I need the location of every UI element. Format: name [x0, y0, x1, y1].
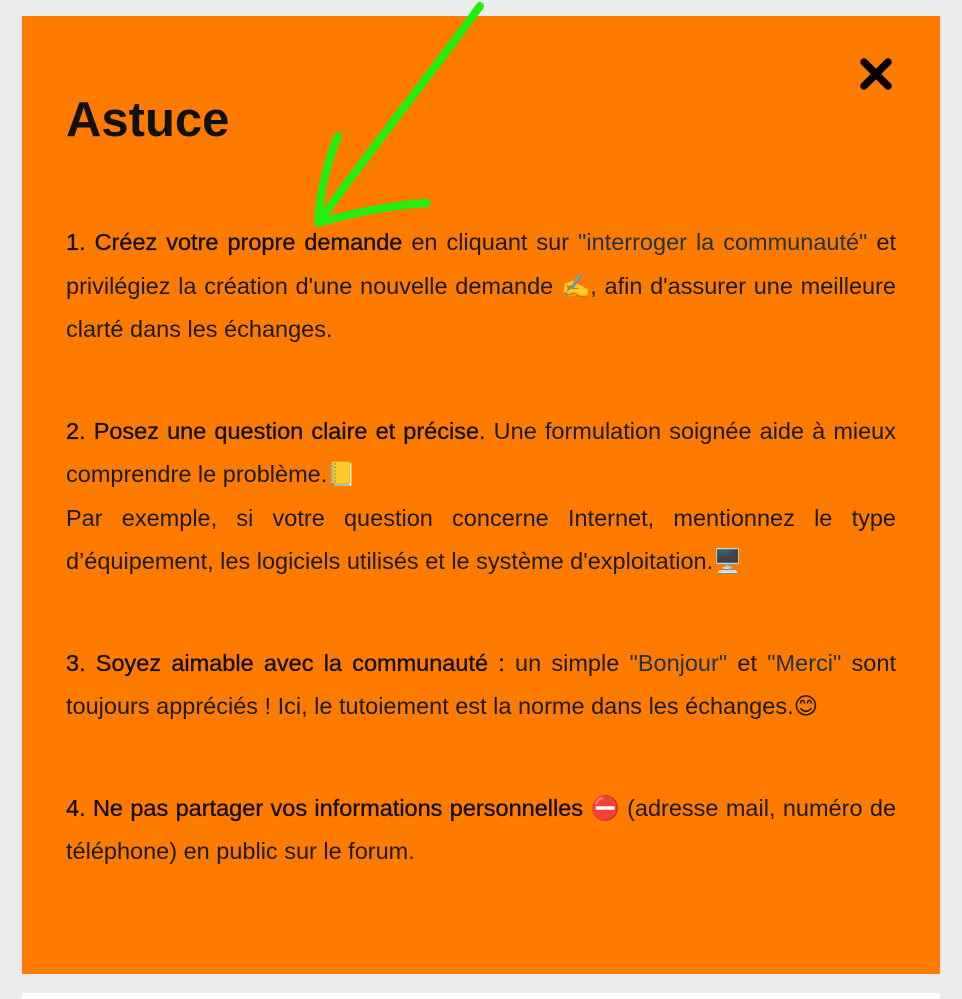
tip-modal — [22, 16, 940, 974]
close-icon[interactable] — [852, 50, 900, 98]
desktop-computer-icon: 🖥️ — [713, 547, 743, 575]
tip-4-text: (adresse mail, numéro de téléphone) en public sur le forum. — [66, 794, 897, 864]
writing-hand-icon: ✍️ — [560, 271, 591, 300]
tip-1-text: , afin d'assurer une meilleure clarté dans les échanges. — [66, 272, 896, 342]
ask-community-link[interactable]: "interroger la communauté" — [578, 229, 868, 255]
notebook-icon: 📒 — [327, 460, 357, 488]
modal-title: Astuce — [66, 93, 230, 147]
tip-2-text: Une formulation soignée aide à mieux comprendre le problème. — [66, 417, 896, 487]
tip-1-text: et privilégiez la création d'une nouvelle demande — [66, 229, 896, 299]
no-entry-icon: ⛔ — [590, 793, 620, 822]
smiling-face-icon: 😊 — [793, 692, 819, 720]
bonjour-link[interactable]: "Bonjour" — [629, 649, 728, 676]
tip-4-heading: 4. Ne pas partager vos informations personnelles — [66, 794, 584, 821]
tip-2-example: Par exemple, si votre question concerne Internet, mentionnez le type d’équipement, les logiciels utilisés et le système d'exploitation. — [66, 504, 896, 574]
tip-3-text: un simple — [504, 649, 630, 676]
tip-3-text: et — [727, 649, 768, 676]
tips-list — [66, 221, 896, 932]
tip-3-text: sont toujours appréciés ! Ici, le tutoiement est la norme dans les échanges. — [66, 649, 896, 719]
tip-1-text: en cliquant sur — [402, 229, 579, 255]
tip-item-3 — [66, 642, 896, 729]
tip-item-2 — [66, 410, 896, 584]
tip-2-heading: 2. Posez une question claire et précise. — [66, 417, 486, 444]
merci-link[interactable]: "Merci" — [767, 649, 842, 676]
tip-item-4 — [66, 787, 896, 874]
tip-item-1 — [66, 221, 896, 352]
tip-1-heading: 1. Créez votre propre demande — [66, 229, 403, 255]
page-footer-strip — [22, 993, 940, 999]
tip-3-heading: 3. Soyez aimable avec la communauté : — [66, 649, 505, 676]
